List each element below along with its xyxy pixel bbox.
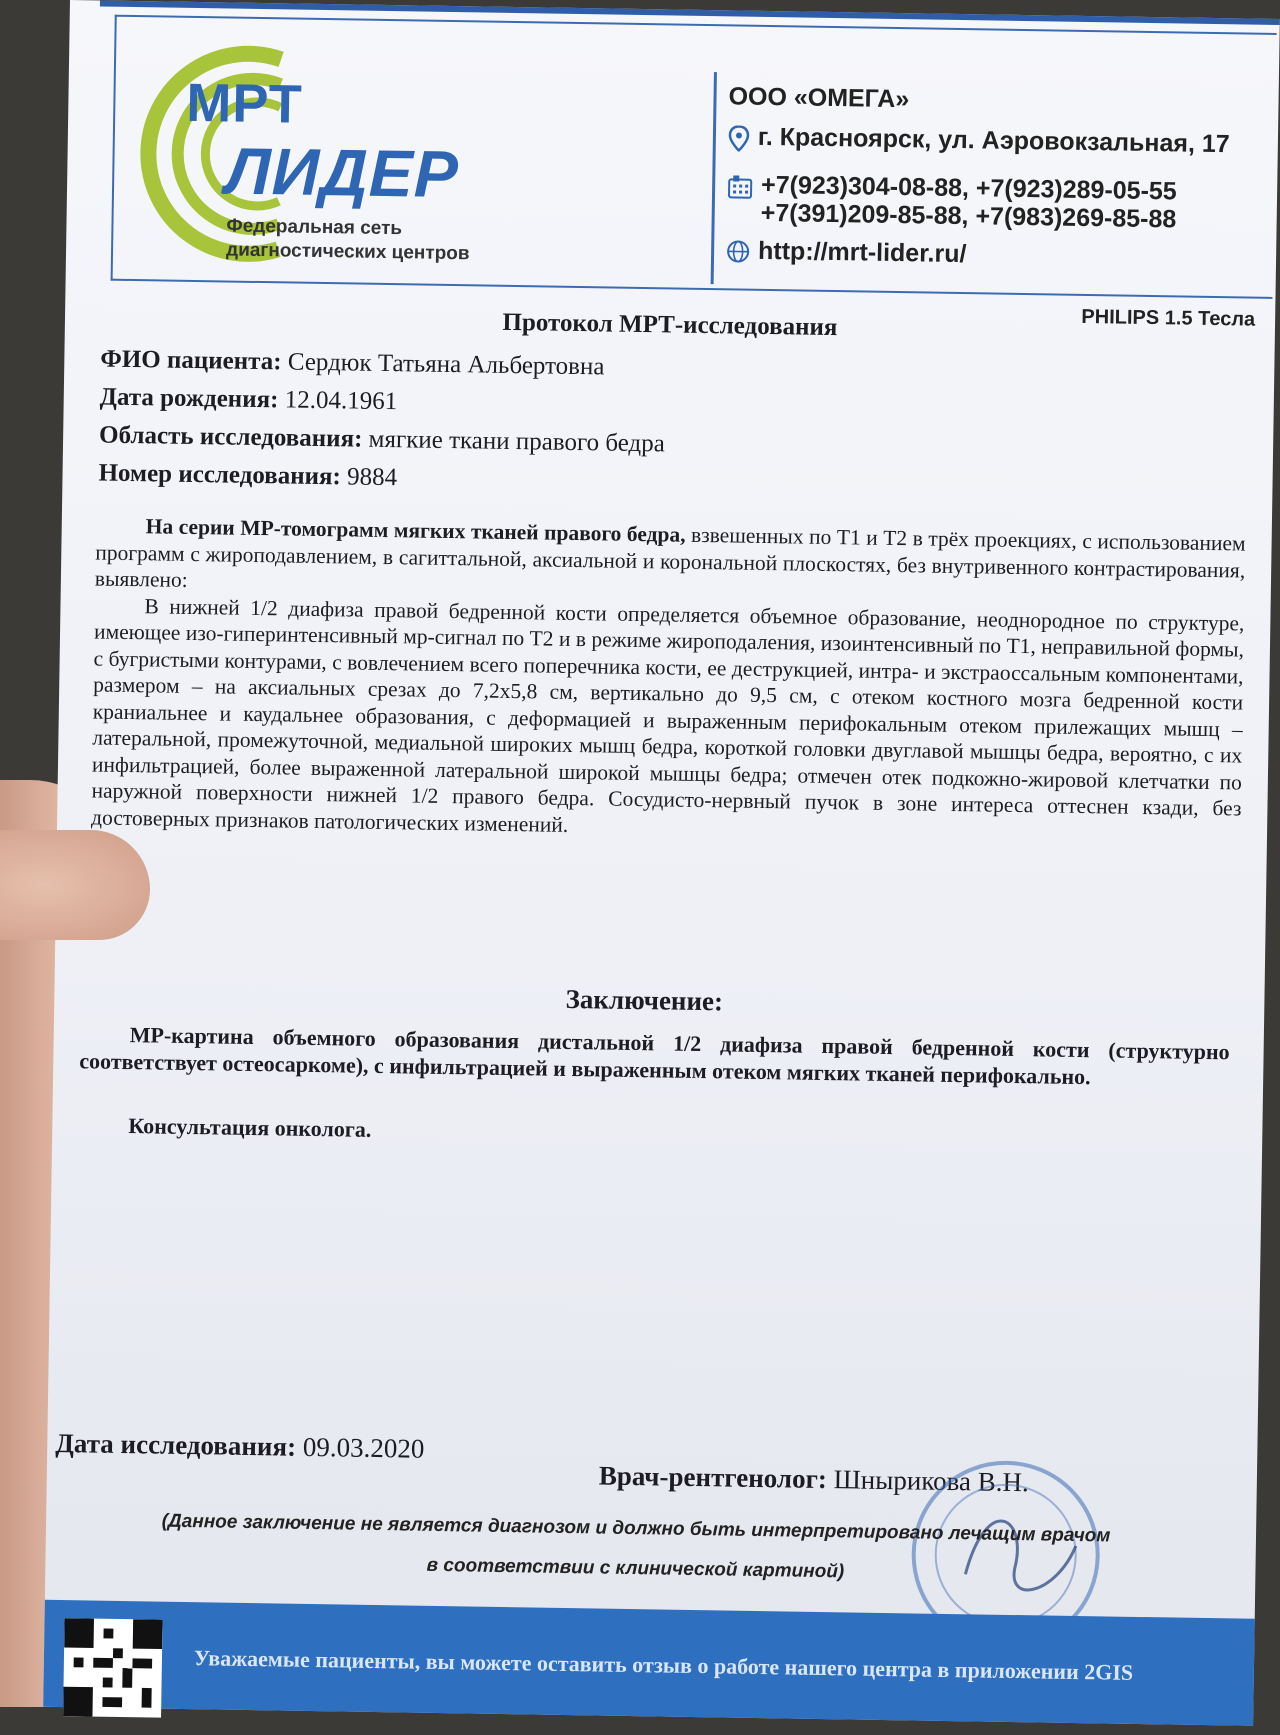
logo-text-lider: ЛИДЕР <box>225 132 460 212</box>
organization-name: ООО «ОМЕГА» <box>728 82 909 114</box>
qr-code-icon <box>63 1618 163 1718</box>
findings-intro: На серии МР-томограмм мягких тканей правого бедра, взвешенных по Т1 и Т2 в трёх проекциях, с использованием программ с жироподавлением, в сагиттальной, аксиальной и корональной плоскостях, без внутривенного контрастирования, выявлено: <box>95 512 1246 610</box>
location-pin-icon <box>728 125 750 151</box>
logo-text-mrt: МРТ <box>186 72 303 136</box>
footer-text: Уважаемые пациенты, вы можете оставить отзыв о работе нашего центра в приложении 2GIS <box>194 1642 1254 1691</box>
conclusion-title: Заключение: <box>54 976 1234 1026</box>
findings-description: В нижней 1/2 диафиза правой бедренной кости определяется объемное образование, неоднородное по структуре, имеющее изо-гиперинтенсивный мр-сигнал по Т2 и в режиме жироподаления, изоинтенсивный по Т1, неправильной формы, с бугристыми контурами, с вовлечением всего поперечника кости, ее деструкцией, интра- и экстраоссальным компонентами, размером – на аксиальных срезах до 7,2х5,8 см, вертикально до 9,5 см, с отеком костного мозга бедренной кости краниальнее и каудальнее образования, с деформацией и выраженным перифокальным отеком прилежащих мышц – латеральной, промежуточной, медиальной широких мышц бедра, короткой головки двуглавой мышцы бедра, вероятно, с их инфильтрацией, более выраженной латеральной широкой мышцы бедра; отмечен отек подкожно-жировой клетчатки по наружной поверхности нижней 1/2 правого бедра. Сосудисто-нервный пучок в зоне интереса оттеснен кзади, без достоверных признаков патологических изменений. <box>91 592 1245 849</box>
logo-subtitle: Федеральная сеть диагностических центров <box>226 214 527 267</box>
phones-line-2: +7(391)209-85-88, +7(983)269-85-88 <box>761 199 1177 234</box>
website-link[interactable]: http://mrt-lider.ru/ <box>758 237 967 269</box>
findings-body <box>91 512 1246 848</box>
mri-protocol-sheet <box>43 0 1280 1726</box>
consultation-note: Консультация онколога. <box>128 1113 371 1143</box>
study-date: Дата исследования: 09.03.2020 <box>55 1428 425 1465</box>
field-study-number: Номер исследования: 9884 <box>98 455 664 502</box>
phones-line-1: +7(923)304-08-88, +7(923)289-05-55 <box>761 171 1177 206</box>
address-text: г. Красноярск, ул. Аэровокзальная, 17 <box>758 123 1230 159</box>
field-study-area: Область исследования: мягкие ткани правого бедра <box>99 417 665 464</box>
doctor-signature-line: Врач-рентгенолог: Шнырикова В.Н. <box>599 1460 1029 1498</box>
document-title: Протокол МРТ-исследования <box>65 302 1275 349</box>
website-row <box>726 236 967 269</box>
field-birth-date: Дата рождения: 12.04.1961 <box>99 379 665 426</box>
globe-icon <box>726 239 750 263</box>
patient-fields <box>98 341 666 502</box>
phone-icon <box>727 173 753 199</box>
field-patient-name: ФИО пациента: Сердюк Татьяна Альбертовна <box>100 341 666 388</box>
phone-row <box>727 170 1177 233</box>
conclusion-text: МР-картина объемного образования дистальной 1/2 диафиза правой бедренной кости (структурно соответствует остеосаркоме), с инфильтрацией и выраженным отеком мягких тканей перифокально. <box>79 1020 1230 1092</box>
disclaimer: (Данное заключение не является диагнозом и должно быть интерпретировано лечащим врачом в соответствии с клинической картиной) <box>105 1501 1166 1598</box>
equipment-label: PHILIPS 1.5 Тесла <box>1081 306 1255 332</box>
thumb-overlay <box>0 830 150 940</box>
